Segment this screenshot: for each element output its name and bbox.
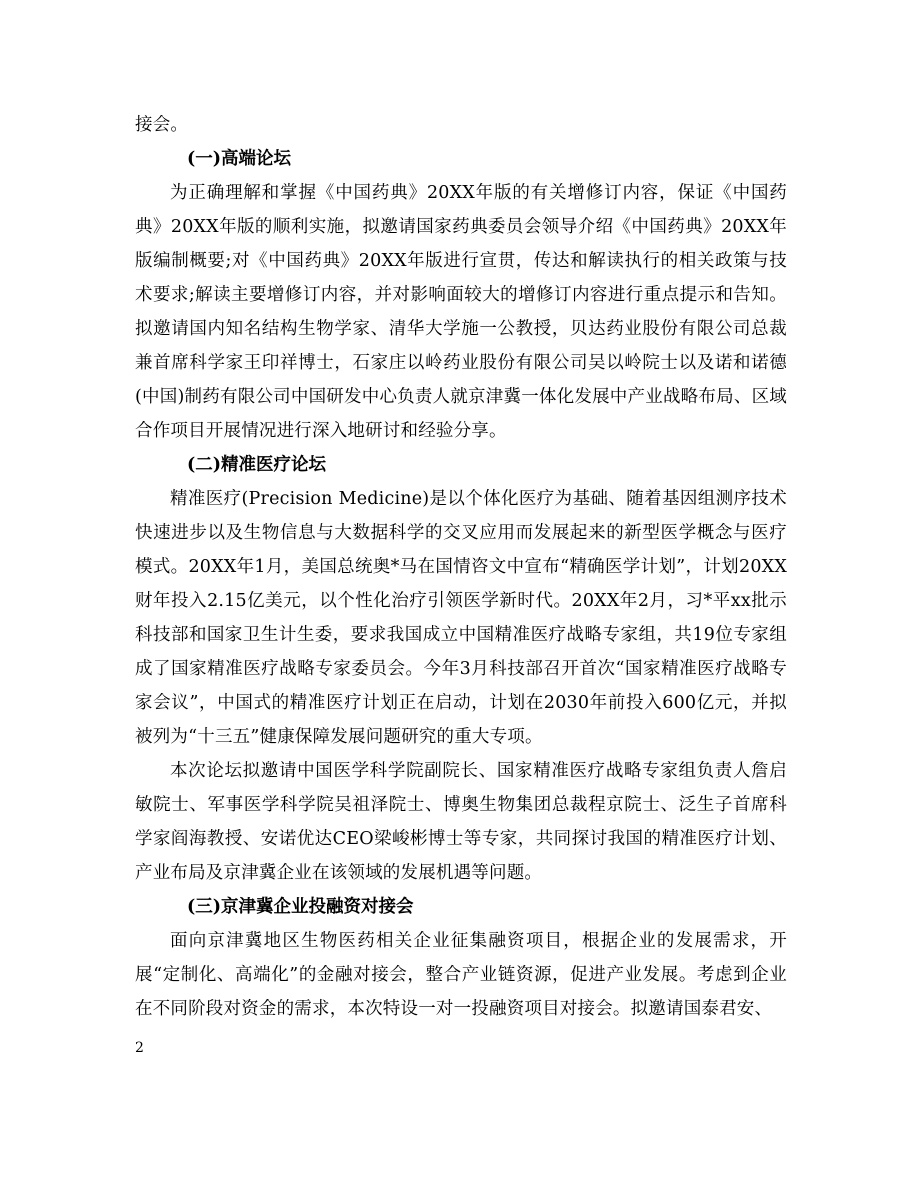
- continuation-text: 接会。: [135, 115, 189, 135]
- paragraph-investment-financing: 面向京津冀地区生物医药相关企业征集融资项目，根据企业的发展需求，开展“定制化、高端化”的金融对接会，整合产业链资源，促进产业发展。考虑到企业在不同阶段对资金的需求，本次特设一对一投融资项目对接会。拟邀请国泰君安、: [135, 931, 787, 1019]
- paragraph-precision-medicine: 精准医疗(Precision Medicine)是以个体化医疗为基础、随着基因组测序技术快速进步以及生物信息与大数据科学的交叉应用而发展起来的新型医学概念与医疗模式。20XX年1月，美国总统奥*马在国情咨文中宣布“精确医学计划”，计划20XX财年投入2.15亿美元，以个性化治疗引领医学新时代。20XX年2月，习*平xx批示科技部和国家卫生计生委，要求我国成立中国精准医疗战略专家组，共19位专家组成了国家精准医疗战略专家委员会。今年3月科技部召开首次“国家精准医疗战略专家会议”，中国式的精准医疗计划正在启动，计划在2030年前投入600亿元，并拟被列为“十三五”健康保障发展问题研究的重大专项。: [135, 489, 787, 747]
- document-body: [135, 108, 787, 1026]
- paragraph-pharmacopoeia: 为正确理解和掌握《中国药典》20XX年版的有关增修订内容，保证《中国药典》20XX年版的顺利实施，拟邀请国家药典委员会领导介绍《中国药典》20XX年版编制概要;对《中国药典》20XX年版进行宣贯，传达和解读执行的相关政策与技术要求;解读主要增修订内容，并对影响面较大的增修订内容进行重点提示和告知。拟邀请国内知名结构生物学家、清华大学施一公教授，贝达药业股份有限公司总裁兼首席科学家王印祥博士，石家庄以岭药业股份有限公司吴以岭院士以及诺和诺德(中国)制药有限公司中国研发中心负责人就京津冀一体化发展中产业战略布局、区域合作项目开展情况进行深入地研讨和经验分享。: [135, 183, 787, 441]
- paragraph-forum-experts: 本次论坛拟邀请中国医学科学院副院长、国家精准医疗战略专家组负责人詹启敏院士、军事医学科学院吴祖泽院士、博奥生物集团总裁程京院士、泛生子首席科学家阎海教授、安诺优达CEO梁峻彬博士等专家，共同探讨我国的精准医疗计划、产业布局及京津冀企业在该领域的发展机遇等问题。: [135, 761, 787, 883]
- section-heading-precision-medicine-forum: (二)精准医疗论坛: [187, 455, 327, 475]
- section-heading-investment-financing: (三)京津冀企业投融资对接会: [187, 897, 414, 917]
- page-number: 2: [135, 1040, 144, 1056]
- section-heading-high-end-forum: (一)高端论坛: [187, 149, 292, 169]
